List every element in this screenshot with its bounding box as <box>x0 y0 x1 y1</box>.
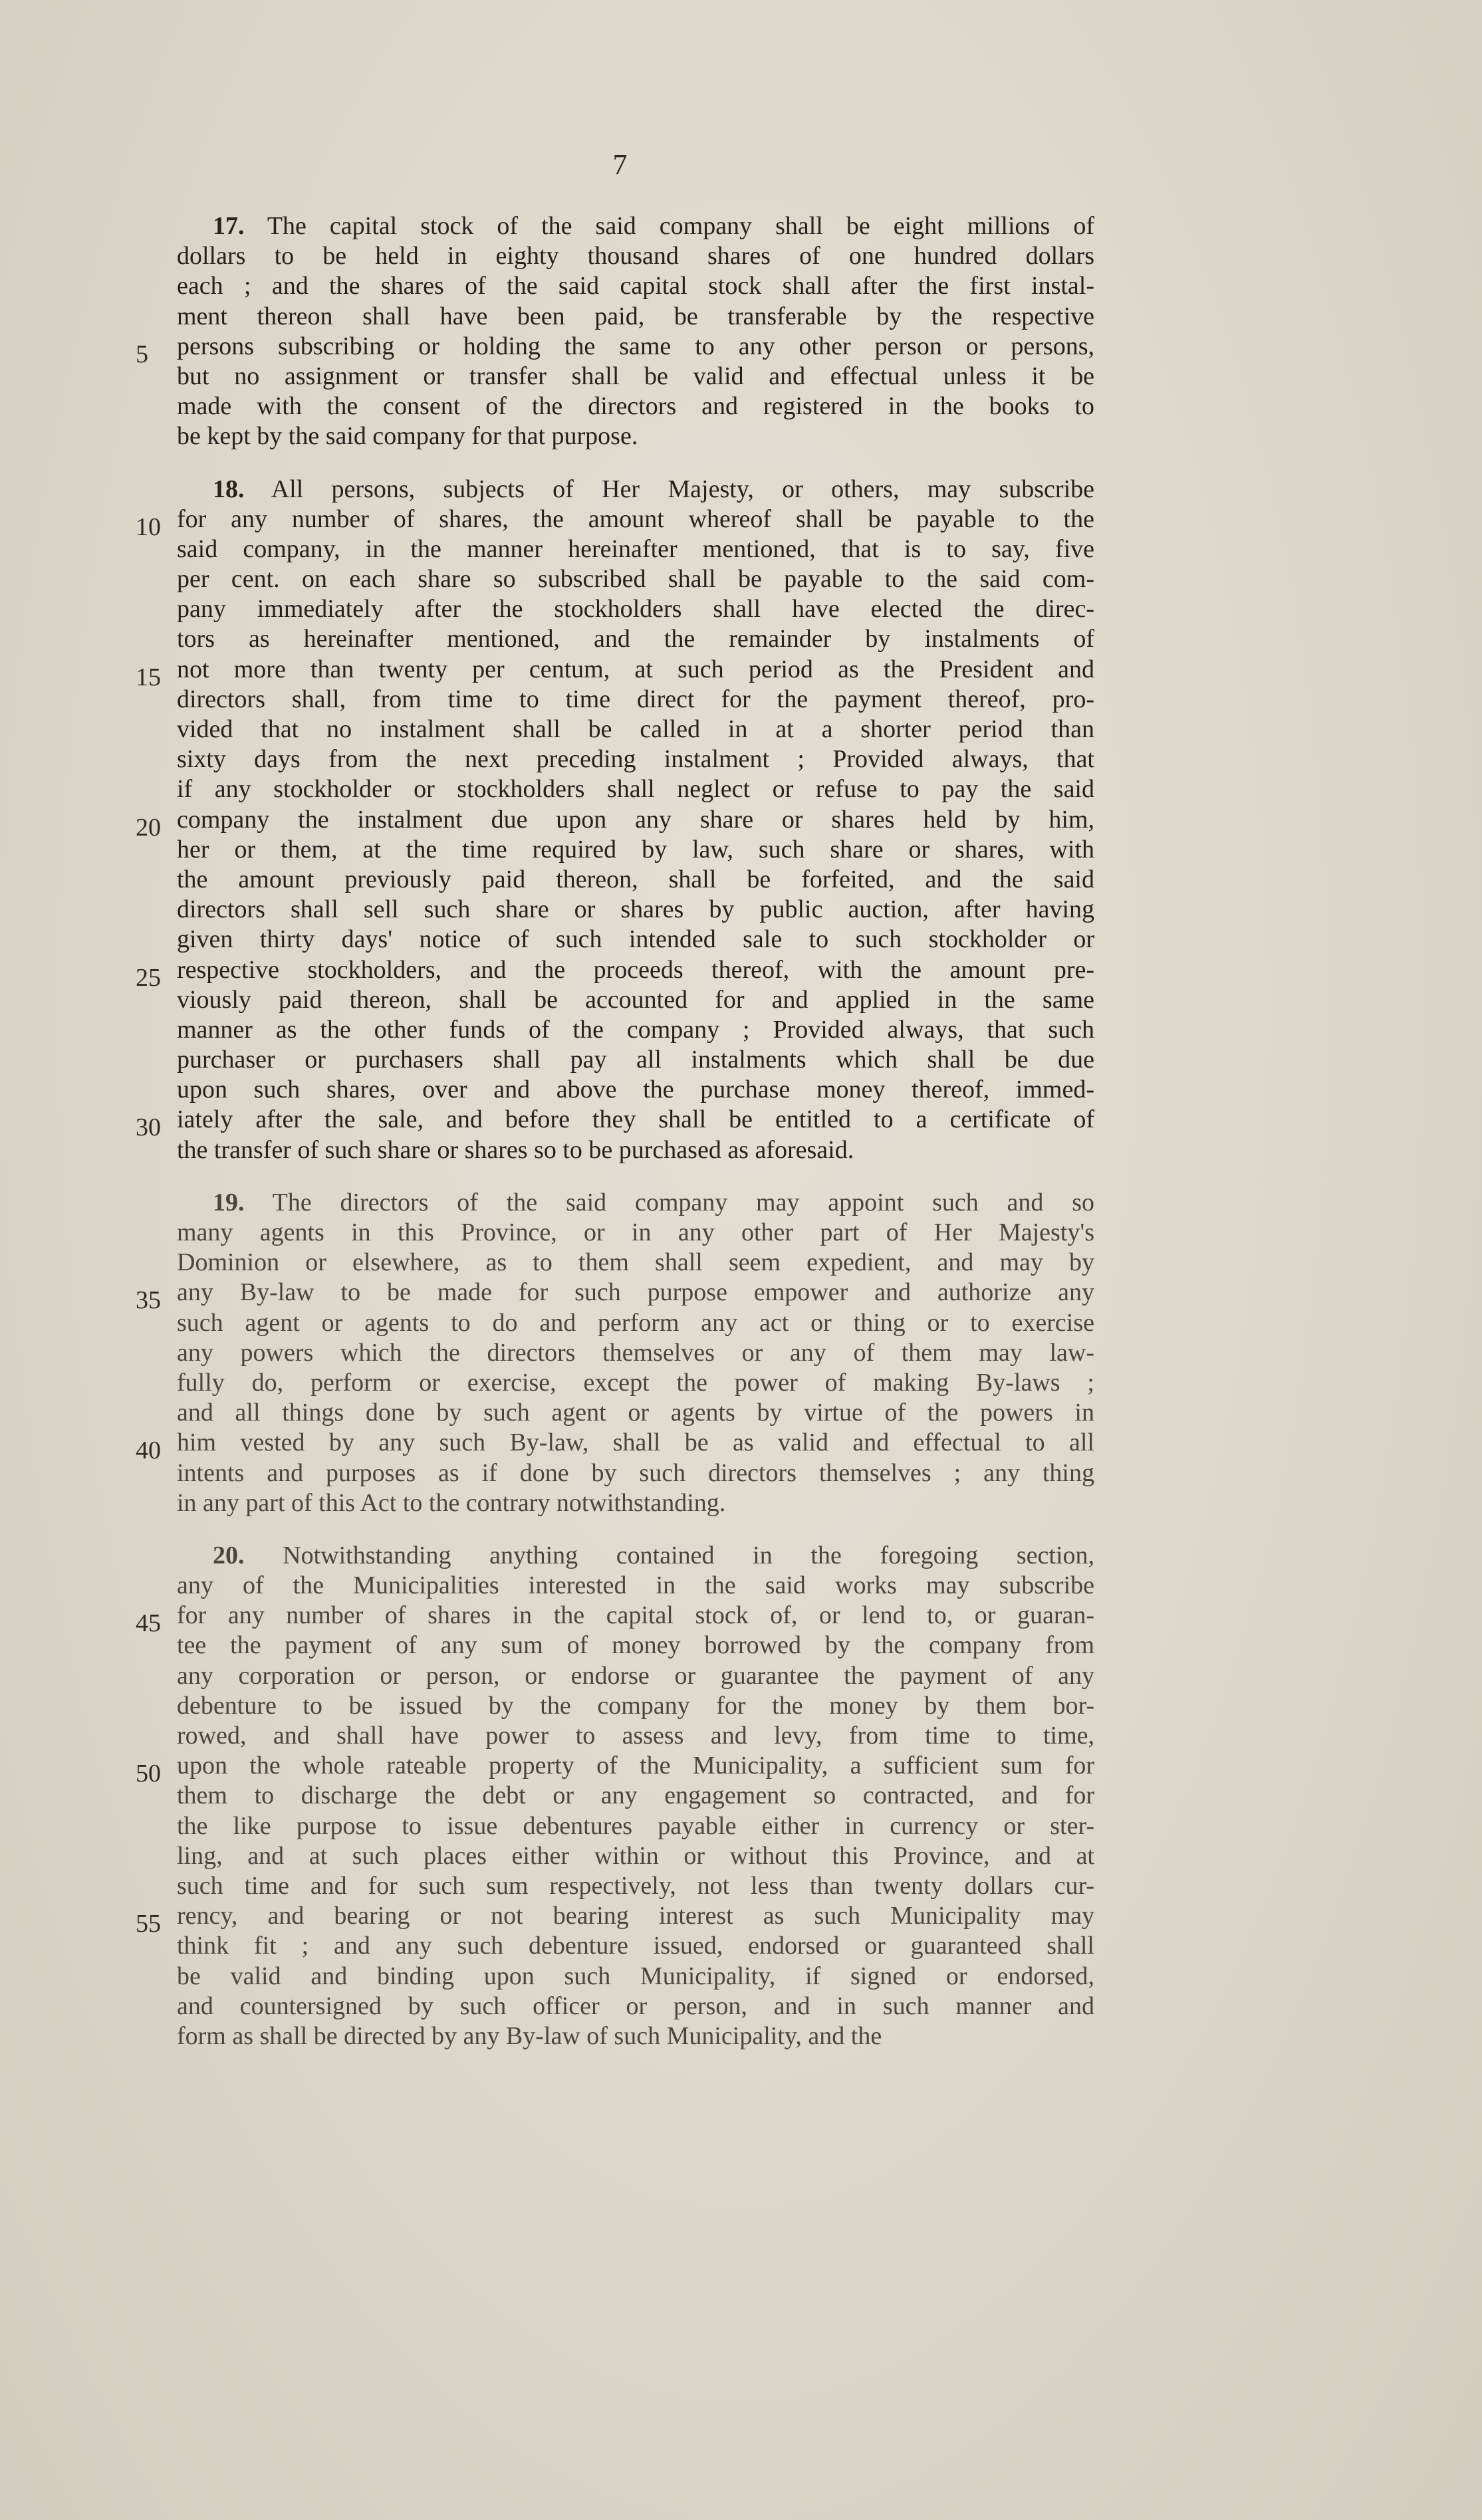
text-line <box>177 1338 1094 1368</box>
line-text: each ; and the shares of the said capital stock shall after the first instal- <box>177 272 1094 300</box>
line-text: be kept by the said company for that purpose. <box>177 422 638 451</box>
text-line <box>177 1188 1094 1218</box>
line-number: 5 <box>136 340 148 368</box>
text-line <box>177 1871 1094 1901</box>
text-line <box>136 1751 1094 1788</box>
line-number: 15 <box>136 663 161 691</box>
section-number: 20. <box>213 1541 245 1569</box>
section-number: 18. <box>213 475 245 503</box>
text-line <box>177 1248 1094 1278</box>
line-text: the transfer of such share or shares so to be purchased as aforesaid. <box>177 1135 854 1164</box>
text-line <box>177 925 1094 955</box>
text-line <box>177 1398 1094 1428</box>
text-line <box>177 1488 1094 1518</box>
line-number: 50 <box>136 1760 161 1788</box>
line-text: tee the payment of any sum of money borrowed by the company from <box>177 1631 1094 1660</box>
line-text: ment thereon shall have been paid, be transferable by the respective <box>177 302 1094 330</box>
line-text: fully do, perform or exercise, except the power of making By-laws ; <box>177 1368 1094 1397</box>
text-line <box>177 1811 1094 1841</box>
line-text: The capital stock of the said company shall be eight millions of <box>267 212 1094 240</box>
line-text: respective stockholders, and the proceeds thereof, with the amount pre- <box>177 955 1094 984</box>
line-text: for any number of shares, the amount whereof shall be payable to the <box>177 505 1094 533</box>
text-line <box>136 655 1094 691</box>
text-line <box>136 332 1094 368</box>
line-text: All persons, subjects of Her Majesty, or others, may subscribe <box>271 475 1094 503</box>
text-line <box>177 1661 1094 1691</box>
line-text: intents and purposes as if done by such directors themselves ; any thing <box>177 1458 1094 1487</box>
line-text: given thirty days' notice of such intended sale to such stockholder or <box>177 925 1094 954</box>
text-line <box>177 1721 1094 1751</box>
line-text: but no assignment or transfer shall be valid and effectual unless it be <box>177 362 1094 390</box>
line-number: 30 <box>136 1113 161 1142</box>
text-line <box>177 1368 1094 1398</box>
text-line <box>136 1428 1094 1465</box>
line-number: 35 <box>136 1286 161 1315</box>
page-number: 7 <box>612 148 628 181</box>
line-text: upon the whole rateable property of the Municipality, a sufficient sum for <box>177 1752 1094 1780</box>
text-line <box>177 774 1094 804</box>
text-line <box>177 1841 1094 1871</box>
text-line <box>177 1075 1094 1105</box>
text-line <box>177 1218 1094 1248</box>
text-line <box>177 534 1094 564</box>
line-text: said company, in the manner hereinafter mentioned, that is to say, five <box>177 534 1094 563</box>
line-text: and all things done by such agent or agents by virtue of the powers in <box>177 1399 1094 1427</box>
line-text: dollars to be held in eighty thousand shares of one hundred dollars <box>177 242 1094 271</box>
line-text: think fit ; and any such debenture issued, endorsed or guaranteed shall <box>177 1932 1094 1960</box>
line-text: in any part of this Act to the contrary notwithstanding. <box>177 1488 726 1517</box>
line-text: any powers which the directors themselves or any of them may law- <box>177 1338 1094 1367</box>
line-text: if any stockholder or stockholders shall neglect or refuse to pay the said <box>177 775 1094 804</box>
line-text: Notwithstanding anything contained in the foregoing section, <box>283 1541 1095 1569</box>
line-text: the like purpose to issue debentures payable either in currency or ster- <box>177 1811 1094 1840</box>
line-text: company the instalment due upon any share or shares held by him, <box>177 805 1094 834</box>
text-line <box>177 865 1094 895</box>
line-text: pany immediately after the stockholders shall have elected the direc- <box>177 595 1094 624</box>
line-text: Dominion or elsewhere, as to them shall seem expedient, and may by <box>177 1248 1094 1277</box>
line-text: rency, and bearing or not bearing interest as such Municipality may <box>177 1902 1094 1930</box>
text-line <box>177 1135 1094 1165</box>
line-text: manner as the other funds of the company ; Provided always, that such <box>177 1015 1094 1044</box>
text-line <box>177 1691 1094 1721</box>
text-line <box>177 475 1094 505</box>
line-text: The directors of the said company may appoint such and so <box>272 1188 1094 1216</box>
line-text: persons subscribing or holding the same to any other person or persons, <box>177 332 1094 360</box>
line-text: any of the Municipalities interested in the said works may subscribe <box>177 1571 1094 1600</box>
line-text: iately after the sale, and before they shall be entitled to a certificate of <box>177 1105 1094 1134</box>
line-text: debenture to be issued by the company for the money by them bor- <box>177 1691 1094 1720</box>
text-line <box>177 1781 1094 1811</box>
text-line <box>177 1631 1094 1661</box>
line-number: 55 <box>136 1910 161 1938</box>
text-line <box>177 1045 1094 1075</box>
line-text: them to discharge the debt or any engagement so contracted, and for <box>177 1781 1094 1810</box>
text-line <box>177 302 1094 332</box>
text-line <box>177 421 1094 451</box>
line-text: purchaser or purchasers shall pay all instalments which shall be due <box>177 1046 1094 1074</box>
line-text: any corporation or person, or endorse or guarantee the payment of any <box>177 1661 1094 1690</box>
line-number: 40 <box>136 1436 161 1465</box>
line-text: many agents in this Province, or in any other part of Her Majesty's <box>177 1218 1094 1246</box>
line-text: and countersigned by such officer or person, and in such manner and <box>177 1992 1094 2020</box>
text-line <box>177 895 1094 925</box>
text-line <box>177 985 1094 1015</box>
line-text: be valid and binding upon such Municipality, if signed or endorsed, <box>177 1962 1094 1990</box>
text-line <box>177 715 1094 745</box>
text-line <box>177 1015 1094 1045</box>
text-line <box>177 362 1094 392</box>
line-text: vided that no instalment shall be called in at a shorter period than <box>177 715 1094 743</box>
line-text: such time and for such sum respectively, not less than twenty dollars cur- <box>177 1871 1094 1900</box>
text-line <box>177 1458 1094 1488</box>
line-number: 10 <box>136 513 161 541</box>
text-line <box>136 805 1094 842</box>
text-line <box>177 564 1094 594</box>
text-line <box>177 241 1094 271</box>
line-text: any By-law to be made for such purpose empower and authorize any <box>177 1278 1094 1307</box>
text-line <box>177 745 1094 774</box>
line-text: directors shall sell such share or shares by public auction, after having <box>177 895 1094 924</box>
text-line <box>136 505 1094 541</box>
text-line <box>136 1278 1094 1315</box>
text-line <box>136 1105 1094 1142</box>
section-number: 19. <box>213 1188 245 1216</box>
text-line <box>177 594 1094 624</box>
line-text: upon such shares, over and above the purchase money thereof, immed- <box>177 1076 1094 1104</box>
body-text <box>136 211 1095 2051</box>
line-text: the amount previously paid thereon, shall be forfeited, and the said <box>177 865 1094 893</box>
text-line <box>136 1901 1094 1938</box>
line-text: tors as hereinafter mentioned, and the remainder by instalments of <box>177 625 1094 653</box>
line-text: not more than twenty per centum, at such period as the President and <box>177 655 1094 683</box>
text-line <box>177 1541 1094 1571</box>
text-line <box>177 211 1094 241</box>
line-text: per cent. on each share so subscribed shall be payable to the said com- <box>177 565 1094 594</box>
text-line <box>177 1992 1094 2021</box>
text-line <box>177 1571 1094 1601</box>
line-text: him vested by any such By-law, shall be as valid and effectual to all <box>177 1429 1094 1457</box>
text-line <box>177 1931 1094 1961</box>
line-number: 45 <box>136 1609 161 1638</box>
line-number: 25 <box>136 963 161 992</box>
line-text: such agent or agents to do and perform any act or thing or to exercise <box>177 1308 1094 1337</box>
text-line <box>177 392 1094 421</box>
line-text: made with the consent of the directors and registered in the books to <box>177 392 1094 421</box>
text-line <box>136 955 1094 992</box>
text-line <box>177 835 1094 865</box>
line-number: 20 <box>136 813 161 842</box>
text-line <box>177 271 1094 301</box>
line-text: ling, and at such places either within or without this Province, and at <box>177 1841 1094 1870</box>
text-line <box>136 1601 1094 1638</box>
text-line <box>177 1308 1094 1338</box>
line-text: rowed, and shall have power to assess and levy, from time to time, <box>177 1722 1094 1750</box>
line-text: viously paid thereon, shall be accounted for and applied in the same <box>177 985 1094 1014</box>
text-line <box>177 1962 1094 1992</box>
line-text: sixty days from the next preceding instalment ; Provided always, that <box>177 745 1094 774</box>
section-number: 17. <box>213 212 245 240</box>
line-text: directors shall, from time to time direct for the payment thereof, pro- <box>177 685 1094 713</box>
text-line <box>177 2021 1094 2051</box>
text-line <box>177 685 1094 715</box>
line-text: for any number of shares in the capital stock of, or lend to, or guaran- <box>177 1601 1094 1630</box>
line-text: her or them, at the time required by law, such share or shares, with <box>177 835 1094 863</box>
text-line <box>177 624 1094 654</box>
line-text: form as shall be directed by any By-law of such Municipality, and the <box>177 2021 882 2050</box>
